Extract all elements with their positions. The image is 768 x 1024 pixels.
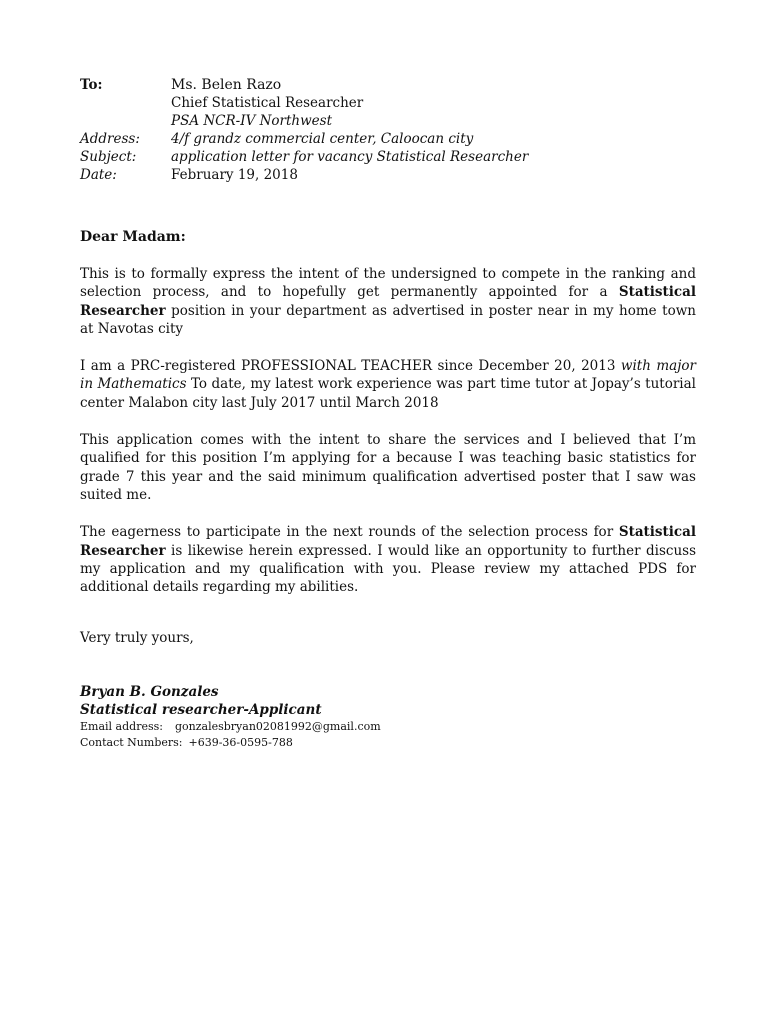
closing: Very truly yours, bbox=[80, 630, 194, 647]
subject-label: Subject: bbox=[80, 149, 137, 165]
salutation: Dear Madam: bbox=[80, 229, 186, 245]
recipient-office-row bbox=[80, 112, 696, 130]
paragraph-2-text-c: To date, my latest work experience was part time tutor at Jopay’s tutorial center Malabon city last July 2017 until March 2018 bbox=[80, 376, 696, 411]
subject-value: application letter for vacancy Statistical Researcher bbox=[171, 149, 529, 165]
address-value: 4/f grandz commercial center, Caloocan city bbox=[171, 131, 474, 147]
paragraph-4-position: Statistical Researcher bbox=[80, 524, 696, 559]
paragraph-1-text-c: position in your department as advertised in poster near in my home town at Navotas city bbox=[80, 302, 696, 337]
subject-row bbox=[80, 148, 696, 166]
paragraph-2-major: with major in Mathematics bbox=[80, 358, 696, 393]
address-label: Address: bbox=[80, 131, 140, 147]
contact-line bbox=[80, 735, 696, 751]
letter bbox=[80, 76, 696, 751]
paragraph-1-text-a: This is to formally express the intent of the undersigned to compete in the ranking and selection process, and to hopefully get permanently appointed for a bbox=[80, 266, 696, 301]
paragraph-4-text-a: The eagerness to participate in the next rounds of the selection process for bbox=[80, 524, 619, 541]
paragraph-2-text-a: I am a PRC-registered PROFESSIONAL TEACHER since December 20, 2013 bbox=[80, 358, 621, 375]
email-value: gonzalesbryan02081992@gmail.com bbox=[174, 720, 381, 734]
paragraph-4-text-c: is likewise herein expressed. I would like an opportunity to further discuss my application and my qualification with you. Please review my attached PDS for additional details regarding my abilities. bbox=[80, 542, 696, 596]
to-row bbox=[80, 76, 696, 94]
address-row bbox=[80, 130, 696, 148]
paragraph-1 bbox=[80, 265, 696, 338]
recipient-title: Chief Statistical Researcher bbox=[171, 95, 364, 111]
date-label: Date: bbox=[80, 167, 117, 183]
to-label: To: bbox=[80, 77, 103, 93]
signature-name: Bryan B. Gonzales bbox=[80, 684, 219, 701]
paragraph-3: This application comes with the intent to share the services and I believed that I’m qualified for this position I’m applying for a because I was teaching basic statistics for grade 7 this year and the said minimum qualification advertised poster that I saw was suited me. bbox=[80, 432, 696, 503]
date-value: February 19, 2018 bbox=[171, 167, 298, 183]
recipient-name: Ms. Belen Razo bbox=[171, 77, 282, 93]
contact-label: Contact Numbers: bbox=[80, 736, 183, 750]
date-row bbox=[80, 166, 696, 184]
recipient-title-row bbox=[80, 94, 696, 112]
email-label: Email address: bbox=[80, 720, 163, 734]
recipient-office: PSA NCR-IV Northwest bbox=[171, 113, 333, 129]
email-line bbox=[80, 719, 696, 735]
paragraph-1-position: Statistical Researcher bbox=[80, 284, 696, 319]
contact-value: +639-36-0595-788 bbox=[188, 736, 293, 750]
paragraph-4 bbox=[80, 523, 696, 596]
paragraph-2 bbox=[80, 357, 696, 412]
signature-title: Statistical researcher-Applicant bbox=[80, 702, 322, 719]
